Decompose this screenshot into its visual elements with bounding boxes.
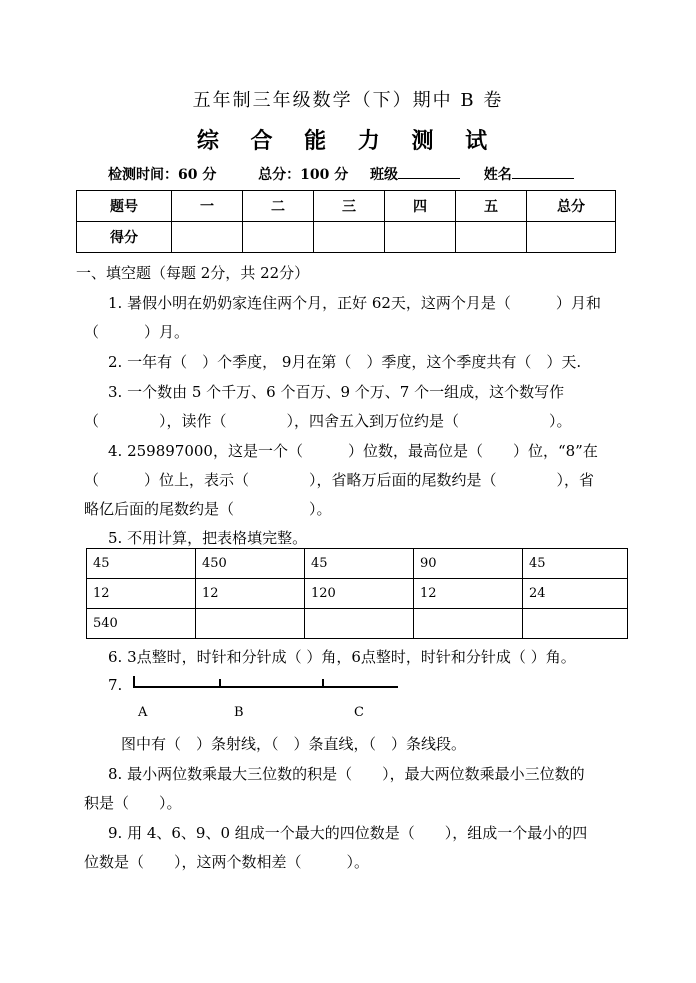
question-1-line-2: （ ）月。 xyxy=(84,323,190,341)
q5-answer-cell[interactable] xyxy=(305,609,414,639)
question-9-line-2: 位数是（ ），这两个数相差（ ）。 xyxy=(84,853,370,871)
score-cell[interactable] xyxy=(243,222,314,253)
question-9-line-1: 9. 用 4、6、9、0 组成一个最大的四位数是（ ），组成一个最小的四 xyxy=(108,824,588,842)
question-1-line-1: 1. 暑假小明在奶奶家连住两个月，正好 62天，这两个月是（ ）月和 xyxy=(108,294,601,312)
question-7-text: 图中有（ ）条射线，（ ）条直线，（ ）条线段。 xyxy=(121,735,467,753)
q5-table-row xyxy=(87,609,628,639)
score-header-cell: 二 xyxy=(243,191,314,222)
score-table-score-row xyxy=(77,222,616,253)
total-score: 总分：100 分 xyxy=(258,167,349,183)
q5-cell: 45 xyxy=(523,549,628,579)
question-4-line-3: 略亿后面的尾数约是（ ）。 xyxy=(84,500,332,518)
score-header-cell: 一 xyxy=(172,191,243,222)
score-table-header-row xyxy=(77,191,616,222)
q5-cell: 45 xyxy=(87,549,196,579)
q5-answer-cell[interactable] xyxy=(414,609,523,639)
q5-table-row xyxy=(87,549,628,579)
q5-answer-cell[interactable] xyxy=(196,609,305,639)
q5-cell: 12 xyxy=(414,579,523,609)
score-header-cell: 三 xyxy=(314,191,385,222)
q5-cell: 45 xyxy=(305,549,414,579)
test-time: 检测时间：60 分 xyxy=(108,167,217,183)
score-header-cell: 四 xyxy=(385,191,456,222)
score-row-label: 得分 xyxy=(77,222,172,253)
point-label-b: B xyxy=(234,705,244,720)
q5-cell: 450 xyxy=(196,549,305,579)
question-8-line-1: 8. 最小两位数乘最大三位数的积是（ ），最大两位数乘最小三位数的 xyxy=(108,765,585,783)
score-header-cell: 五 xyxy=(456,191,527,222)
question-4-line-1: 4. 259897000，这是一个（ ）位数，最高位是（ ）位，“8”在 xyxy=(108,442,598,460)
name-blank[interactable] xyxy=(512,164,574,179)
section-heading: 一、填空题（每题 2分，共 22分） xyxy=(76,264,310,282)
score-header-cell: 总分 xyxy=(527,191,616,222)
question-5: 5. 不用计算，把表格填完整。 xyxy=(108,529,308,547)
question-5-table xyxy=(86,548,628,639)
score-table xyxy=(76,190,616,253)
tick-c xyxy=(322,679,324,688)
question-7-number: 7. xyxy=(108,676,123,694)
q5-cell: 90 xyxy=(414,549,523,579)
start-tick xyxy=(133,676,135,688)
main-line xyxy=(133,686,398,688)
point-label-c: C xyxy=(354,705,364,720)
question-3-line-2: （ ），读作（ ），四舍五入到万位约是（ ）。 xyxy=(84,412,572,430)
question-8-line-2: 积是（ ）。 xyxy=(84,794,182,812)
exam-subtitle: 综 合 能 力 测 试 xyxy=(196,128,500,154)
exam-info-line xyxy=(108,164,574,184)
q5-table-row xyxy=(87,579,628,609)
score-header-cell: 题号 xyxy=(77,191,172,222)
exam-title: 五年制三年级数学（下）期中 B 卷 xyxy=(192,90,504,111)
question-6: 6. 3点整时，时针和分针成（ ）角，6点整时，时针和分针成（ ）角。 xyxy=(108,648,576,666)
class-label: 班级 xyxy=(369,167,398,183)
point-label-a: A xyxy=(138,705,148,720)
q5-answer-cell[interactable] xyxy=(523,609,628,639)
name-label: 姓名 xyxy=(483,167,512,183)
q5-cell: 12 xyxy=(196,579,305,609)
class-blank[interactable] xyxy=(398,164,460,179)
q5-cell: 12 xyxy=(87,579,196,609)
q5-cell: 540 xyxy=(87,609,196,639)
question-2: 2. 一年有（ ）个季度， 9月在第（ ）季度，这个季度共有（ ）天. xyxy=(108,353,582,371)
q5-cell: 120 xyxy=(305,579,414,609)
score-cell[interactable] xyxy=(456,222,527,253)
score-cell[interactable] xyxy=(314,222,385,253)
question-4-line-2: （ ）位上，表示（ ），省略万后面的尾数约是（ ），省 xyxy=(84,471,595,489)
score-cell[interactable] xyxy=(172,222,243,253)
q5-cell: 24 xyxy=(523,579,628,609)
tick-b xyxy=(219,679,221,688)
question-3-line-1: 3. 一个数由 5 个千万、6 个百万、9 个万、7 个一组成，这个数写作 xyxy=(108,383,565,401)
score-cell[interactable] xyxy=(385,222,456,253)
score-cell[interactable] xyxy=(527,222,616,253)
